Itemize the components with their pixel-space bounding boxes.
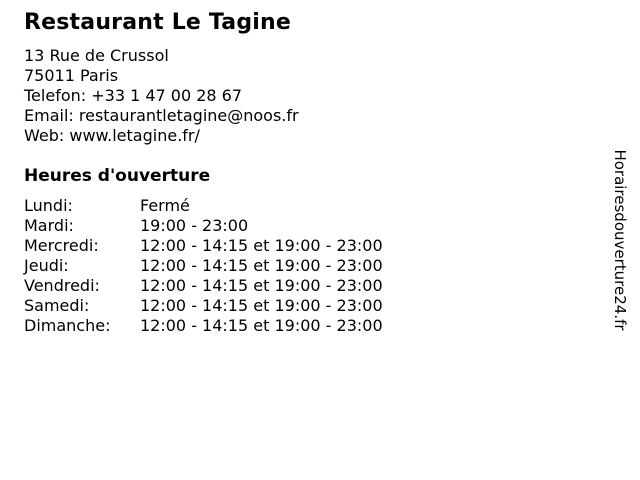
opening-hours-table: [24, 196, 600, 336]
hours-row-mardi: [24, 216, 600, 236]
day-label: Jeudi:: [24, 256, 69, 275]
time-value: 12:00 - 14:15 et 19:00 - 23:00: [140, 256, 383, 275]
day-label: Samedi:: [24, 296, 90, 315]
day-label: Mercredi:: [24, 236, 99, 255]
hours-row-lundi: [24, 196, 600, 216]
time-value: 12:00 - 14:15 et 19:00 - 23:00: [140, 236, 383, 255]
hours-row-jeudi: [24, 256, 600, 276]
hours-row-vendredi: [24, 276, 600, 296]
time-value: 12:00 - 14:15 et 19:00 - 23:00: [140, 296, 383, 315]
time-value: 12:00 - 14:15 et 19:00 - 23:00: [140, 276, 383, 295]
site-watermark-vertical: Horairesdouverture24.fr: [611, 149, 629, 331]
time-value: Fermé: [140, 196, 190, 215]
day-label: Mardi:: [24, 216, 74, 235]
web-line: Web: www.letagine.fr/: [24, 126, 200, 145]
page-title: Restaurant Le Tagine: [24, 10, 292, 35]
hours-row-mercredi: [24, 236, 600, 256]
phone-line: Telefon: +33 1 47 00 28 67: [24, 86, 243, 105]
contact-info-block: [24, 46, 600, 146]
hours-row-samedi: [24, 296, 600, 316]
opening-hours-heading: Heures d'ouverture: [24, 166, 211, 186]
day-label: Lundi:: [24, 196, 73, 215]
day-label: Dimanche:: [24, 316, 111, 335]
time-value: 19:00 - 23:00: [140, 216, 249, 235]
day-label: Vendredi:: [24, 276, 100, 295]
time-value: 12:00 - 14:15 et 19:00 - 23:00: [140, 316, 383, 335]
address-line-street: 13 Rue de Crussol: [24, 46, 169, 65]
hours-row-dimanche: [24, 316, 600, 336]
email-line: Email: restaurantletagine@noos.fr: [24, 106, 299, 125]
address-line-city: 75011 Paris: [24, 66, 119, 85]
